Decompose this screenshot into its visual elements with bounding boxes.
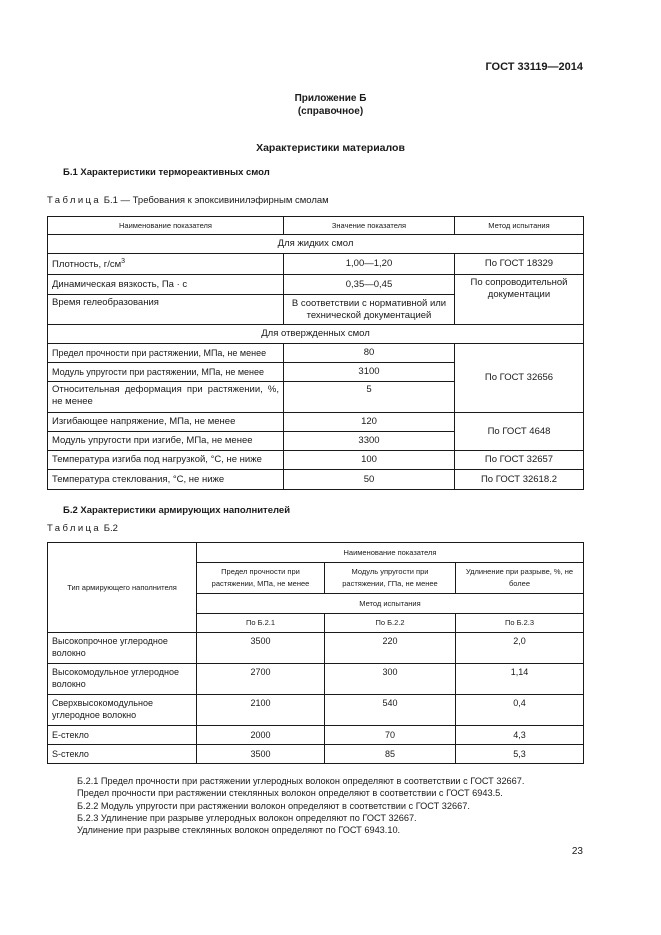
- t2-row-4-elongation: 4,3: [456, 726, 584, 745]
- table-row: [48, 254, 584, 275]
- t1-hdt-value: 100: [284, 451, 455, 470]
- t1-group-liquid: Для жидких смол: [48, 235, 584, 254]
- t1-hdt-method: По ГОСТ 32657: [455, 451, 584, 470]
- t2-row-5-name: S-стекло: [48, 745, 197, 764]
- t1-header-value: Значение показателя: [284, 217, 455, 235]
- table-1-caption: [47, 195, 329, 206]
- t1-viscosity-name: Динамическая вязкость, Па · с: [48, 275, 284, 295]
- t1-header-method: Метод испытания: [455, 217, 584, 235]
- table-row: [48, 413, 584, 432]
- table-1-caption-label: Таблица: [47, 195, 102, 206]
- t2-row-4-name: Е-стекло: [48, 726, 197, 745]
- table-row: [48, 633, 584, 664]
- t2-row-4-strength: 2000: [197, 726, 325, 745]
- appendix-title: Приложение Б: [294, 93, 367, 104]
- t2-method-1: По Б.2.1: [197, 614, 325, 633]
- t1-density-name-text: Плотность, г/см: [52, 259, 122, 271]
- table-row: [48, 726, 584, 745]
- t2-row-1-elongation: 2,0: [456, 633, 584, 664]
- table-2: [47, 542, 584, 764]
- t2-header-modulus: Модуль упругости при растяжении, ГПа, не менее: [325, 563, 456, 594]
- t1-tensile-strength-name: Предел прочности при растяжении, МПа, не менее: [48, 344, 284, 363]
- t2-row-3-strength: 2100: [197, 695, 325, 726]
- t2-row-2-elongation: 1,14: [456, 664, 584, 695]
- table-row: [48, 275, 584, 295]
- table-row: [48, 470, 584, 490]
- t2-header-strength: Предел прочности при растяжении, МПа, не менее: [197, 563, 325, 594]
- document-code: ГОСТ 33119—2014: [485, 61, 583, 73]
- t2-row-2-modulus: 300: [325, 664, 456, 695]
- t2-row-2-strength: 2700: [197, 664, 325, 695]
- t2-row-2-name: Высокомодульное углеродное волокно: [48, 664, 197, 695]
- t1-tg-method: По ГОСТ 32618.2: [455, 470, 584, 490]
- note-b21: Б.2.1 Предел прочности при растяжении углеродных волокон определяют в соответствии с ГОСТ 32667.: [77, 776, 525, 786]
- appendix-subtitle: (справочное): [297, 106, 364, 117]
- t1-group-row: [48, 325, 584, 344]
- t2-method-3: По Б.2.3: [456, 614, 584, 633]
- table-row: [48, 745, 584, 764]
- t1-elongation-name-text: Относительная деформация при растяжении, %, не менее: [52, 384, 279, 407]
- section-1-title: Б.1 Характеристики термореактивных смол: [63, 167, 270, 178]
- t1-group-row: [48, 235, 584, 254]
- t2-row-5-modulus: 85: [325, 745, 456, 764]
- t1-density-method: По ГОСТ 18329: [455, 254, 584, 275]
- t1-tg-name: Температура стеклования, °С, не ниже: [48, 470, 284, 490]
- table-2-notes: [77, 775, 524, 836]
- t2-row-3-name: Сверхвысокомодульное углеродное волокно: [48, 695, 197, 726]
- t1-gel-time-value: В соответствии с нормативной или технической документацией: [284, 295, 455, 325]
- t1-tensile-modulus-name: Модуль упругости при растяжении, МПа, не менее: [48, 363, 284, 382]
- document-title: Характеристики материалов: [256, 142, 405, 154]
- t2-row-1-modulus: 220: [325, 633, 456, 664]
- table-2-caption-num: Б.2: [103, 523, 118, 534]
- t2-row-3-modulus: 540: [325, 695, 456, 726]
- appendix-heading: [0, 92, 661, 118]
- t1-gel-time-name: Время гелеобразования: [48, 295, 284, 325]
- t2-header-type: Тип армирующего наполнителя: [48, 543, 197, 633]
- t2-row-1-strength: 3500: [197, 633, 325, 664]
- note-b23: Б.2.3 Удлинение при разрыве углеродных волокон определяют по ГОСТ 32667.: [77, 812, 417, 823]
- t2-row-1-name: Высокопрочное углеродное волокно: [48, 633, 197, 664]
- table-1-header-row: [48, 217, 584, 235]
- table-row: [48, 664, 584, 695]
- t1-elongation-name: [48, 382, 284, 413]
- t1-flexural-stress-name: Изгибающее напряжение, МПа, не менее: [48, 413, 284, 432]
- table-2-caption: [47, 523, 118, 534]
- t1-method-accompanying: По сопроводительной документации: [455, 275, 584, 325]
- t1-tensile-strength-value: 80: [284, 344, 455, 363]
- t2-header-method-group: Метод испытания: [197, 594, 584, 614]
- note-b23-glass: Удлинение при разрыве стеклянных волокон определяют по ГОСТ 6943.10.: [77, 825, 401, 836]
- t1-flexural-modulus-name: Модуль упругости при изгибе, МПа, не менее: [48, 432, 284, 451]
- t1-elongation-value: 5: [284, 382, 455, 413]
- page-number: 23: [571, 846, 583, 857]
- t2-header-row-1: [48, 543, 584, 563]
- t1-viscosity-value: 0,35—0,45: [284, 275, 455, 295]
- t1-density-name: [48, 254, 284, 275]
- t1-flexural-modulus-value: 3300: [284, 432, 455, 451]
- table-row: [48, 344, 584, 363]
- t1-tensile-modulus-value: 3100: [284, 363, 455, 382]
- note-b22: Б.2.2 Модуль упругости при растяжении волокон определяют в соответствии с ГОСТ 32667.: [77, 800, 470, 811]
- table-1-caption-text: Б.1 — Требования к эпоксивинилэфирным смолам: [103, 195, 329, 206]
- t2-method-2: По Б.2.2: [325, 614, 456, 633]
- section-2-title: Б.2 Характеристики армирующих наполнителей: [63, 505, 291, 516]
- table-1: [47, 216, 584, 490]
- t1-hdt-name: Температура изгиба под нагрузкой, °С, не ниже: [48, 451, 284, 470]
- table-row: [48, 695, 584, 726]
- t2-row-5-strength: 3500: [197, 745, 325, 764]
- t2-row-5-elongation: 5,3: [456, 745, 584, 764]
- t1-method-32656: По ГОСТ 32656: [455, 344, 584, 413]
- t1-density-unit-sup: 3: [121, 258, 126, 266]
- table-2-caption-label: Таблица: [47, 523, 102, 534]
- t1-flexural-stress-value: 120: [284, 413, 455, 432]
- t1-header-name: Наименование показателя: [48, 217, 284, 235]
- t2-row-4-modulus: 70: [325, 726, 456, 745]
- table-row: [48, 451, 584, 470]
- t1-tg-value: 50: [284, 470, 455, 490]
- t2-header-elongation: Удлинение при разрыве, %, не более: [456, 563, 584, 594]
- t2-row-3-elongation: 0,4: [456, 695, 584, 726]
- t2-header-group: Наименование показателя: [197, 543, 584, 563]
- note-b21-glass: Предел прочности при растяжении стеклянных волокон определяют в соответствии с ГОСТ 6943.5.: [77, 788, 503, 799]
- t1-group-cured: Для отвержденных смол: [48, 325, 584, 344]
- t1-method-4648: По ГОСТ 4648: [455, 413, 584, 451]
- t1-density-value: 1,00—1,20: [284, 254, 455, 275]
